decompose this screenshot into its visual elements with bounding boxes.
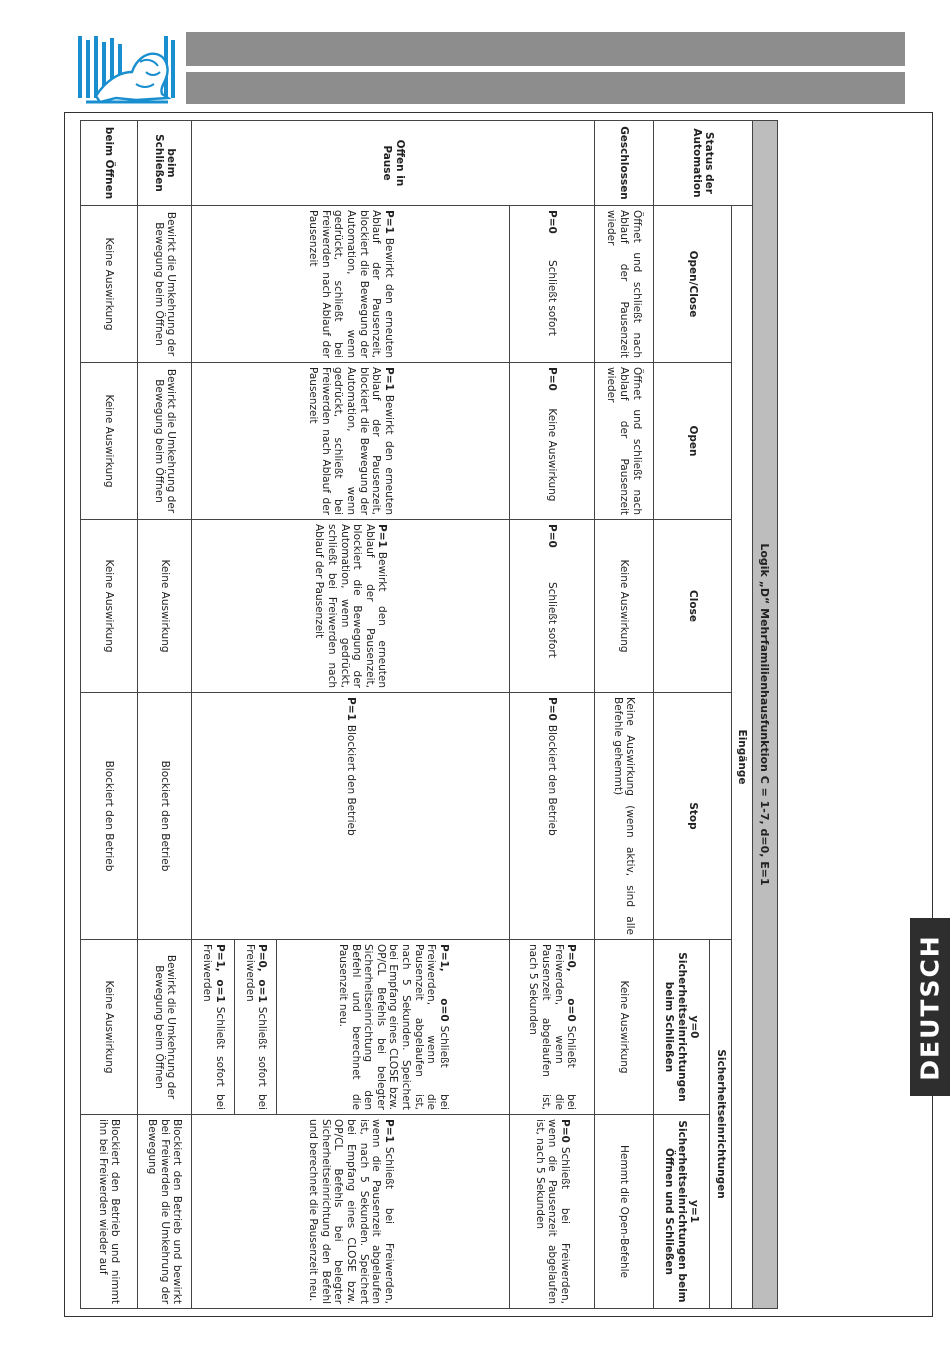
pause-close-p0-text: Schließt sofort [546,581,559,658]
closing-openclose: Bewirkt die Umkehrung der Bewegung beim Öffnen [137,206,192,363]
opening-y1: Blockiert den Betrieb und nimmt ihn bei Freiwerden wieder auf [81,1115,138,1309]
closed-close: Keine Auswirkung [594,520,653,693]
status-pause: Offen in Pause [192,121,595,206]
closing-stop: Blockiert den Betrieb [137,693,192,940]
closed-stop: Keine Auswirkung (wenn aktiv, sind alle Befehle gehemmt) [594,693,653,940]
col-status-header: Status der Automation [653,121,752,206]
lion-logo-icon [76,32,176,108]
pause-stop-p1 [192,693,510,940]
pause-openclose-p0-text: Schließt sofort [546,259,559,336]
p0o1-prefix: P=0, o=1 [256,944,269,1003]
table-row [81,121,138,1309]
p0-prefix: P=0 [558,1119,571,1143]
col-y0-header [653,940,710,1115]
header-bar-top [186,32,905,66]
pause-y0-p0o1-text: Schließt sofort bei Freiwerden [243,944,269,1110]
p0-prefix: P=0 [546,697,559,721]
safety-group-header: Sicherheitseinrichtungen [710,940,732,1309]
opening-close: Keine Auswirkung [81,520,138,693]
pause-y1-p1-text: Schließt bei Freiwerden, wenn die Pausenzeit abgelaufen ist, nach 5 Sekunden. Speichert bei Empfang eines CLOSE bzw. OP/CL Befehls bei belegter Sicherheitseinrichtung den Befehl und berechnet die Pausenzeit neu. [307,1119,395,1305]
col-y1-header [653,1115,710,1309]
pause-openclose-p1-text: Bewirkt den erneuten Ablauf der Pausenzeit, blockiert die Bewegung der Automation, wenn gedrückt, schließt bei Freiwerden nach Ablauf der Pausenzeit [307,210,395,358]
col-openclose-header: Open/Close [653,206,732,363]
pause-open-p1-text: Bewirkt den erneuten Ablauf der Pausenzeit, blockiert die Bewegung der Automation, wenn gedrückt, schließt bei Freiwerden nach Ablauf der Pausenzeit [307,367,395,515]
opening-y0: Keine Auswirkung [81,940,138,1115]
p1o0-prefix: P=1, o=0 [437,944,450,1022]
p0-prefix: P=0 [546,524,559,548]
pause-y1-p0 [509,1115,594,1309]
logic-table-wrapper [80,120,778,1308]
status-closing: beim Schließen [137,121,192,206]
closed-openclose: Öffnet und schließt nach Ablauf der Pausenzeit wieder [594,206,653,363]
pause-open-p1 [192,363,510,520]
closing-y1: Blockiert den Betrieb und bewirkt bei Freiwerden die Umkehrung der Bewegung [137,1115,192,1309]
pause-y1-p0-text: Schließt bei Freiwerden, wenn die Pausenzeit abgelaufen ist, nach 5 Sekunden [533,1119,571,1305]
table-row [277,121,510,1309]
p1-prefix: P=1 [382,210,395,234]
col-y0-desc: Sicherheitseinrichtungen beim Schließen [663,952,688,1102]
status-closed: Geschlossen [594,121,653,206]
pause-openclose-p1 [192,206,510,363]
p0-prefix: P=0 [546,367,559,391]
header-bar-bottom [186,72,905,104]
pause-stop-p0 [509,693,594,940]
closed-y1: Hemmt die Open-Befehle [594,1115,653,1309]
pause-y0-p0o0 [509,940,594,1115]
col-open-header: Open [653,363,732,520]
p0o0-prefix: P=0, o=0 [565,944,578,1022]
pause-y0-p0o0-text: Schließt bei Freiwerden, wenn die Pausenzeit abgelaufen ist, nach 5 Sekunden [527,944,578,1111]
closing-open: Bewirkt die Umkehrung der Bewegung beim Öffnen [137,363,192,520]
pause-close-p1 [192,520,510,693]
opening-stop: Blockiert den Betrieb [81,693,138,940]
closing-close: Keine Auswirkung [137,520,192,693]
col-close-header: Close [653,520,732,693]
col-stop-header: Stop [653,693,732,940]
pause-open-p0 [509,363,594,520]
col-y1-desc: Sicherheitseinrichtungen beim Öffnen und Schließen [663,1120,688,1303]
language-tab [910,918,950,1096]
language-tab-label: DEUTSCH [915,933,945,1081]
table-row [137,121,192,1309]
pause-close-p1-text: Bewirkt den erneuten Ablauf der Pausenzeit, blockiert die Bewegung der Automation, wenn gedrückt, schließt bei Freiwerden nach Ablauf der Pausenzeit [313,524,389,688]
p1-prefix: P=1 [344,697,357,721]
p0-prefix: P=0 [546,210,559,234]
p1-prefix: P=1 [382,1119,395,1143]
table-title: Logik „D“ Mehrfamilienhausfunktion C = 1-7, d=0, E=1 [752,121,777,1309]
col-y1-label: y=1 [688,1200,701,1223]
closing-y0: Bewirkt die Umkehrung der Bewegung beim Öffnen [137,940,192,1115]
logic-table [80,120,778,1309]
p1o1-prefix: P=1, o=1 [213,944,226,1003]
closed-open: Öffnet und schließt nach Ablauf der Pausenzeit wieder [594,363,653,520]
pause-stop-p1-text: Blockiert den Betrieb [344,724,357,836]
col-y0-label: y=0 [688,1015,701,1039]
pause-close-p0 [509,520,594,693]
p1-prefix: P=1 [376,524,389,548]
pause-y1-p1 [192,1115,510,1309]
pause-y0-p1o1 [192,940,234,1115]
inputs-group-header: Eingänge [732,206,752,1309]
opening-open: Keine Auswirkung [81,363,138,520]
closed-y0: Keine Auswirkung [594,940,653,1115]
pause-stop-p0-text: Blockiert den Betrieb [546,724,559,836]
pause-y0-p1o1-text: Schließt sofort bei Freiwerden [201,944,226,1110]
table-row [594,121,653,1309]
pause-y0-p1o0 [277,940,510,1115]
pause-open-p0-text: Keine Auswirkung [546,408,559,502]
pause-y0-p0o1 [234,940,276,1115]
pause-y0-p1o0-text: Schließt bei Freiwerden, wenn die Pausenzeit abgelaufen ist, nach 5 Sekunden. Speichert bei Empfang eines CLOSE bzw. OP/CL Befehls bei belegter Sicherheitseinrichtung den Befehl und berechnet die Pausenzeit neu. [337,944,450,1111]
status-opening: beim Öffnen [81,121,138,206]
table-row [509,121,594,1309]
pause-openclose-p0 [509,206,594,363]
opening-openclose: Keine Auswirkung [81,206,138,363]
p1-prefix: P=1 [382,367,395,391]
